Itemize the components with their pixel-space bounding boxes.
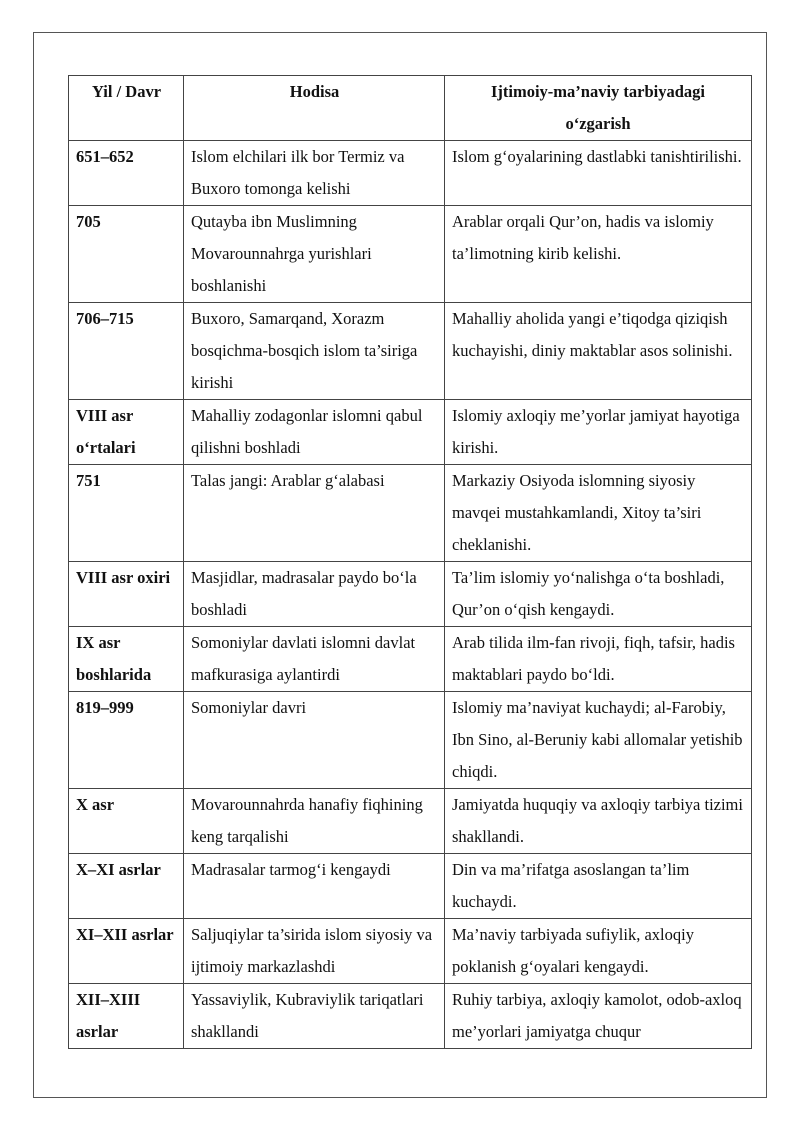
- header-event: Hodisa: [184, 76, 445, 141]
- cell-event: Masjidlar, madrasalar paydo bo‘la boshladi: [184, 562, 445, 627]
- cell-year: X asr: [69, 789, 184, 854]
- cell-year: VIII asr oxiri: [69, 562, 184, 627]
- table-row: [69, 692, 752, 789]
- header-change: Ijtimoiy-ma’naviy tarbiyadagi o‘zgarish: [445, 76, 752, 141]
- table-row: [69, 627, 752, 692]
- cell-year: IX asr boshlarida: [69, 627, 184, 692]
- table-row: [69, 562, 752, 627]
- cell-event: Qutayba ibn Muslimning Movarounnahrga yurishlari boshlanishi: [184, 206, 445, 303]
- header-year: Yil / Davr: [69, 76, 184, 141]
- cell-event: Somoniylar davlati islomni davlat mafkurasiga aylantirdi: [184, 627, 445, 692]
- table-row: [69, 303, 752, 400]
- history-table: [68, 75, 752, 1049]
- cell-change: Arablar orqali Qur’on, hadis va islomiy ta’limotning kirib kelishi.: [445, 206, 752, 303]
- cell-event: Somoniylar davri: [184, 692, 445, 789]
- cell-event: Buxoro, Samarqand, Xorazm bosqichma-bosqich islom ta’siriga kirishi: [184, 303, 445, 400]
- cell-change: Islomiy ma’naviyat kuchaydi; al-Farobiy, Ibn Sino, al-Beruniy kabi allomalar yetishib chiqdi.: [445, 692, 752, 789]
- cell-change: Mahalliy aholida yangi e’tiqodga qiziqish kuchayishi, diniy maktablar asos solinishi.: [445, 303, 752, 400]
- table-row: [69, 919, 752, 984]
- cell-change: Ta’lim islomiy yo‘nalishga o‘ta boshladi, Qur’on o‘qish kengaydi.: [445, 562, 752, 627]
- table-row: [69, 400, 752, 465]
- table-row: [69, 141, 752, 206]
- cell-year: 751: [69, 465, 184, 562]
- table-header-row: [69, 76, 752, 141]
- cell-event: Mahalliy zodagonlar islomni qabul qilishni boshladi: [184, 400, 445, 465]
- cell-year: 651–652: [69, 141, 184, 206]
- cell-event: Yassaviylik, Kubraviylik tariqatlari shakllandi: [184, 984, 445, 1049]
- cell-event: Movarounnahrda hanafiy fiqhining keng tarqalishi: [184, 789, 445, 854]
- cell-year: 705: [69, 206, 184, 303]
- cell-change: Markaziy Osiyoda islomning siyosiy mavqei mustahkamlandi, Xitoy ta’siri cheklanishi.: [445, 465, 752, 562]
- cell-change: Din va ma’rifatga asoslangan ta’lim kuchaydi.: [445, 854, 752, 919]
- cell-change: Islom g‘oyalarining dastlabki tanishtirilishi.: [445, 141, 752, 206]
- cell-event: Islom elchilari ilk bor Termiz va Buxoro tomonga kelishi: [184, 141, 445, 206]
- cell-year: VIII asr o‘rtalari: [69, 400, 184, 465]
- cell-change: Islomiy axloqiy me’yorlar jamiyat hayotiga kirishi.: [445, 400, 752, 465]
- cell-year: XI–XII asrlar: [69, 919, 184, 984]
- cell-event: Madrasalar tarmog‘i kengaydi: [184, 854, 445, 919]
- cell-year: 819–999: [69, 692, 184, 789]
- cell-event: Saljuqiylar ta’sirida islom siyosiy va ijtimoiy markazlashdi: [184, 919, 445, 984]
- cell-change: Jamiyatda huquqiy va axloqiy tarbiya tizimi shakllandi.: [445, 789, 752, 854]
- cell-change: Ruhiy tarbiya, axloqiy kamolot, odob-axloq me’yorlari jamiyatga chuqur: [445, 984, 752, 1049]
- cell-change: Arab tilida ilm-fan rivoji, fiqh, tafsir, hadis maktablari paydo bo‘ldi.: [445, 627, 752, 692]
- cell-event: Talas jangi: Arablar g‘alabasi: [184, 465, 445, 562]
- table-row: [69, 465, 752, 562]
- cell-year: X–XI asrlar: [69, 854, 184, 919]
- table-row: [69, 984, 752, 1049]
- cell-year: XII–XIII asrlar: [69, 984, 184, 1049]
- table-row: [69, 789, 752, 854]
- table-row: [69, 854, 752, 919]
- table-row: [69, 206, 752, 303]
- cell-change: Ma’naviy tarbiyada sufiylik, axloqiy poklanish g‘oyalari kengaydi.: [445, 919, 752, 984]
- cell-year: 706–715: [69, 303, 184, 400]
